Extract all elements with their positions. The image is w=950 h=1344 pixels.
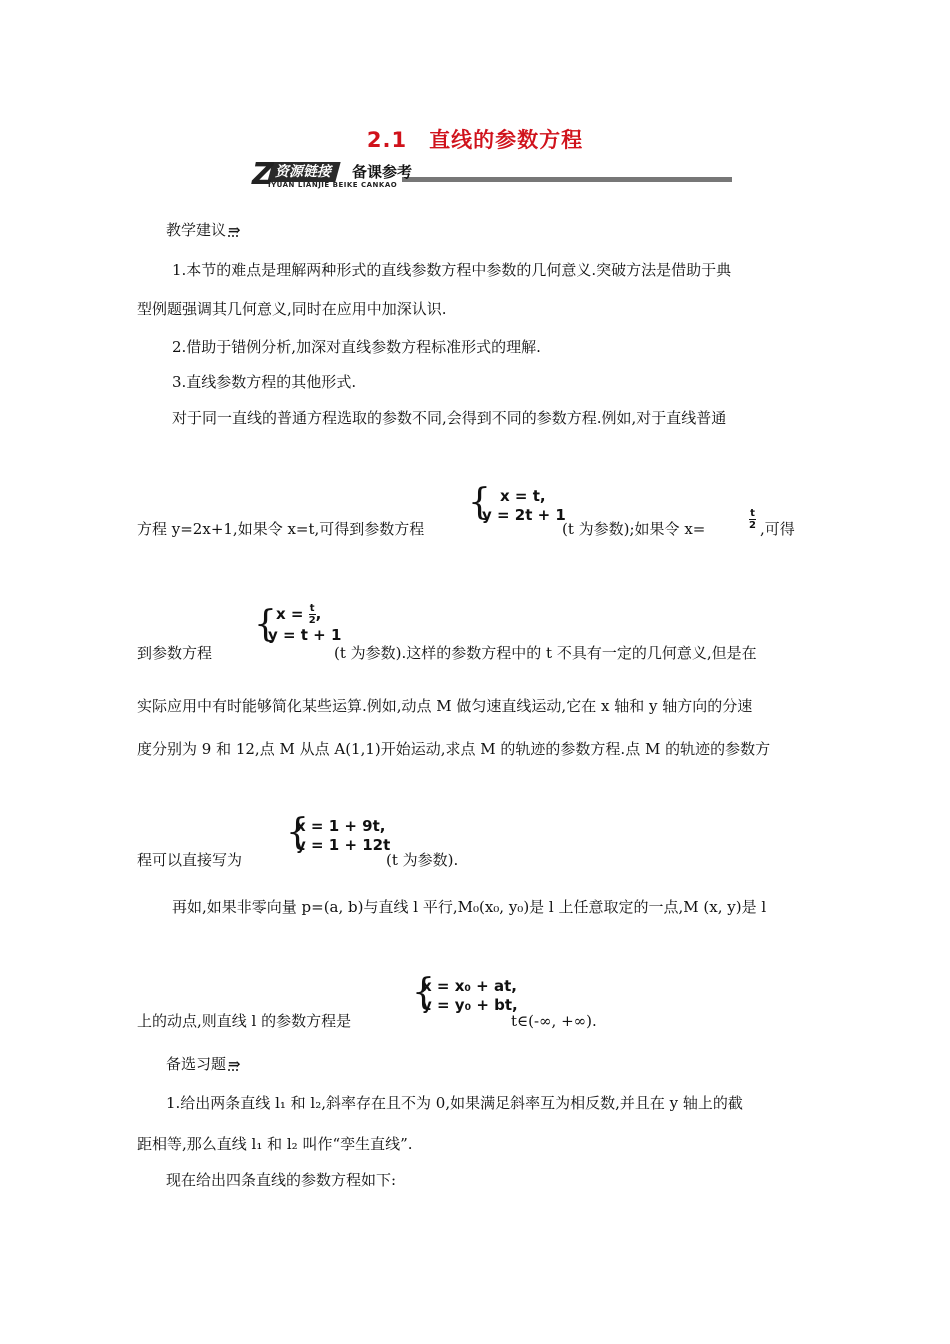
fraction (749, 508, 756, 531)
brace: { (412, 972, 435, 1013)
equation-line: y = y₀ + bt, (422, 996, 518, 1014)
equation-line: x = x₀ + at, (422, 977, 517, 995)
paragraph: 实际应用中有时能够简化某些运算.例如,动点 M 做匀速直线运动,它在 x 轴和 y 轴方向的分速 (137, 697, 753, 715)
paragraph: 程可以直接写为 (137, 851, 243, 869)
equation-line: y = 2t + 1 (482, 506, 566, 524)
equation-line: x = 1 + 9t, (296, 817, 386, 835)
brace: { (468, 482, 491, 523)
equation-line: y = t + 1 (268, 626, 342, 644)
brace: { (254, 604, 277, 645)
banner-label-light: 备课参考 (352, 163, 413, 181)
paragraph: 到参数方程 (137, 644, 213, 662)
banner-letter: Z (252, 157, 274, 192)
paragraph: 再如,如果非零向量 p=(a, b)与直线 l 平行,M₀(x₀, y₀)是 l 上任意取定的一点,M (x, y)是 l (172, 898, 767, 916)
section-heading-exercises (166, 1053, 241, 1075)
paragraph: 对于同一直线的普通方程选取的参数不同,会得到不同的参数方程.例如,对于直线普通 (172, 409, 727, 427)
fraction-denominator: 2 (749, 520, 756, 531)
page-title: 2.1 直线的参数方程 (366, 128, 584, 152)
equation-line: x = t, (500, 487, 546, 505)
fraction-denominator: 2 (308, 615, 316, 626)
equation-text: x = (276, 605, 309, 623)
equation-text: , (315, 605, 322, 623)
equation-system-1 (468, 482, 566, 525)
section-heading-teaching (166, 219, 241, 241)
paragraph: 型例题强调其几何意义,同时在应用中加深认识. (137, 300, 447, 318)
paragraph: 3.直线参数方程的其他形式. (172, 373, 357, 391)
banner-subtitle: IYUAN LIANJIE BEIKE CANKAO (268, 181, 398, 189)
text: (t 为参数);如果令 x= (562, 520, 706, 538)
fraction-numerator: t (309, 603, 315, 614)
heading-text: 教学建议 (166, 221, 227, 239)
paragraph: 方程 y=2x+1,如果令 x=t,可得到参数方程 (137, 520, 425, 538)
paragraph: 距相等,那么直线 l₁ 和 l₂ 叫作“孪生直线”. (137, 1135, 413, 1153)
equation-system-3 (286, 812, 391, 855)
arrow-icon: ⇒ (228, 1055, 241, 1073)
equation-system-2 (254, 603, 342, 645)
paragraph: (t 为参数). (386, 851, 459, 869)
section-banner (252, 157, 732, 194)
paragraph (562, 518, 705, 540)
banner-label-dark: 资源链接 (267, 162, 340, 182)
paragraph: t∈(-∞, +∞). (511, 1012, 597, 1030)
paragraph: 2.借助于错例分析,加深对直线参数方程标准形式的理解. (172, 338, 541, 356)
equation-line (268, 603, 341, 626)
paragraph: 现在给出四条直线的参数方程如下: (166, 1171, 397, 1189)
heading-text: 备选习题 (166, 1055, 227, 1073)
paragraph: 1.给出两条直线 l₁ 和 l₂,斜率存在且不为 0,如果满足斜率互为相反数,并且在 y 轴上的截 (166, 1094, 743, 1112)
fraction-numerator: t (750, 508, 755, 519)
equation-line: y = 1 + 12t (296, 836, 391, 854)
banner-rule (402, 177, 732, 182)
equation-system-4 (412, 972, 518, 1015)
paragraph: ,可得 (760, 520, 795, 538)
brace: { (286, 812, 309, 853)
arrow-icon: ⇒ (228, 221, 241, 239)
paragraph: 1.本节的难点是理解两种形式的直线参数方程中参数的几何意义.突破方法是借助于典 (172, 261, 732, 279)
paragraph: (t 为参数).这样的参数方程中的 t 不具有一定的几何意义,但是在 (334, 644, 757, 662)
paragraph: 度分别为 9 和 12,点 M 从点 A(1,1)开始运动,求点 M 的轨迹的参数方程.点 M 的轨迹的参数方 (137, 740, 771, 758)
paragraph: 上的动点,则直线 l 的参数方程是 (137, 1012, 352, 1030)
